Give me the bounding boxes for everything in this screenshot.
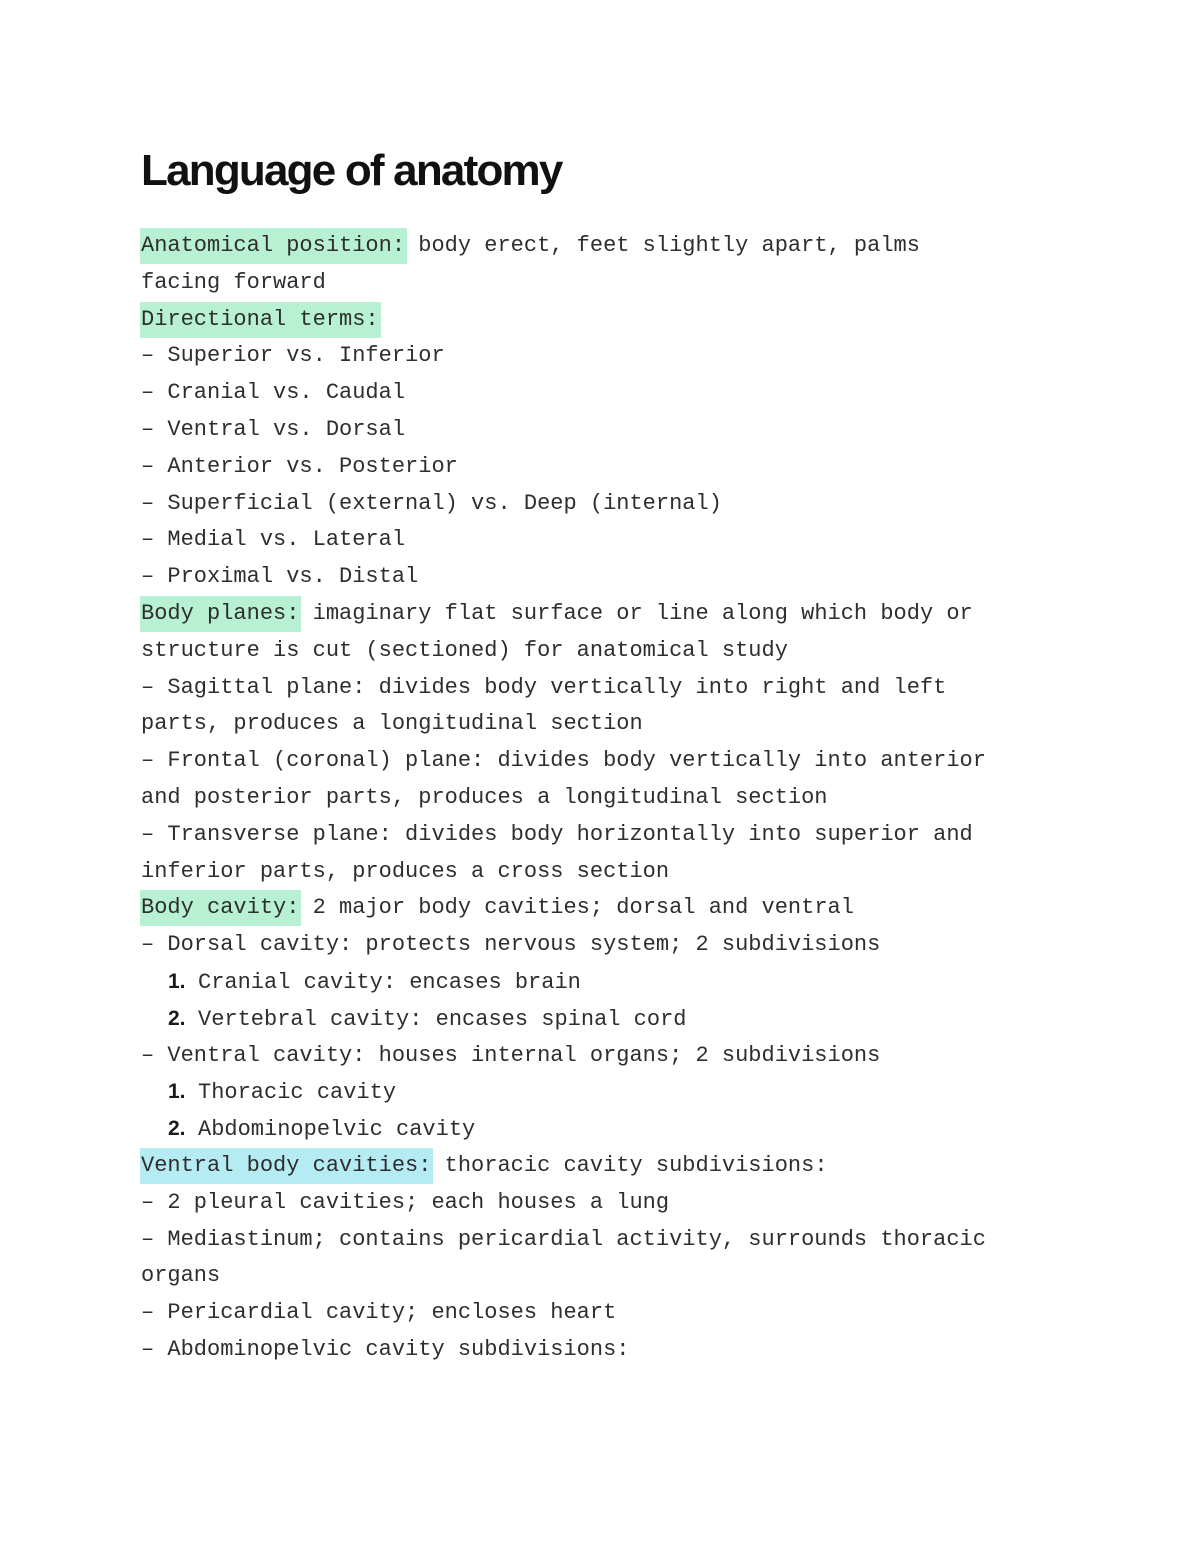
dorsal-cavity-item: – Dorsal cavity: protects nervous system; 2 subdivisions (141, 932, 881, 958)
directional-term-item: – Medial vs. Lateral (141, 527, 406, 553)
anatomical-position-text-cont: facing forward (141, 269, 326, 295)
ventral-body-cavities-line (141, 1148, 1061, 1185)
directional-term-item: – Anterior vs. Posterior (141, 453, 458, 479)
directional-terms-line (141, 302, 1061, 339)
body-plane-item: – Sagittal plane: divides body vertically into right and left (141, 674, 947, 700)
list-number: 2. (168, 1006, 186, 1030)
ventral-body-cavities-label: Ventral body cavities: (140, 1148, 433, 1184)
list-number: 1. (168, 1080, 186, 1104)
anatomical-position-text: body erect, feet slightly apart, palms (405, 233, 920, 258)
ventral-cavity-subdivision-item: – Pericardial cavity; encloses heart (141, 1300, 617, 1326)
anatomical-position-line (141, 228, 1061, 265)
directional-term-item: – Superior vs. Inferior (141, 343, 445, 369)
body-plane-item: and posterior parts, produces a longitudinal section (141, 784, 828, 810)
numbered-list-item (141, 1074, 1061, 1111)
body-plane-item: parts, produces a longitudinal section (141, 711, 643, 737)
directional-term-item: – Proximal vs. Distal (141, 564, 419, 590)
list-number: 1. (168, 969, 186, 993)
anatomical-position-label: Anatomical position: (140, 228, 407, 264)
directional-term-item: – Cranial vs. Caudal (141, 380, 406, 406)
list-item-text: Vertebral cavity: encases spinal cord (198, 1006, 687, 1032)
body-cavity-text: 2 major body cavities; dorsal and ventral (299, 895, 854, 921)
body-plane-item: – Frontal (coronal) plane: divides body vertically into anterior (141, 748, 986, 774)
list-item-text: Abdominopelvic cavity (198, 1117, 476, 1143)
ventral-cavity-subdivision-item: – Abdominopelvic cavity subdivisions: (141, 1336, 630, 1362)
page-title: Language of anatomy (141, 146, 562, 195)
body-planes-text: imaginary flat surface or line along which body or (299, 600, 973, 626)
directional-term-item: – Superficial (external) vs. Deep (internal) (141, 490, 722, 516)
body-cavity-label: Body cavity: (140, 890, 301, 926)
numbered-list-item (141, 1001, 1061, 1038)
ventral-cavity-subdivision-item: – Mediastinum; contains pericardial activity, surrounds thoracic (141, 1226, 986, 1252)
directional-terms-label: Directional terms: (140, 302, 381, 338)
ventral-cavity-subdivision-item: organs (141, 1263, 221, 1289)
body-cavity-line (141, 890, 1061, 927)
ventral-cavity-subdivision-item: – 2 pleural cavities; each houses a lung (141, 1189, 670, 1215)
list-item-text: Thoracic cavity (198, 1080, 397, 1106)
numbered-list-item (141, 964, 1061, 1001)
body-planes-line (141, 596, 1061, 633)
ventral-cavity-item: – Ventral cavity: houses internal organs; 2 subdivisions (141, 1042, 881, 1068)
list-item-text: Cranial cavity: encases brain (198, 969, 581, 995)
numbered-list-item (141, 1111, 1061, 1148)
ventral-body-cavities-text: thoracic cavity subdivisions: (431, 1152, 828, 1178)
notes-body (141, 228, 1061, 1369)
directional-term-item: – Ventral vs. Dorsal (141, 416, 406, 442)
body-plane-item: inferior parts, produces a cross section (141, 858, 670, 884)
list-number: 2. (168, 1117, 186, 1141)
body-plane-item: – Transverse plane: divides body horizontally into superior and (141, 821, 973, 847)
body-planes-label: Body planes: (140, 596, 301, 632)
body-planes-text-cont: structure is cut (sectioned) for anatomical study (141, 637, 788, 663)
